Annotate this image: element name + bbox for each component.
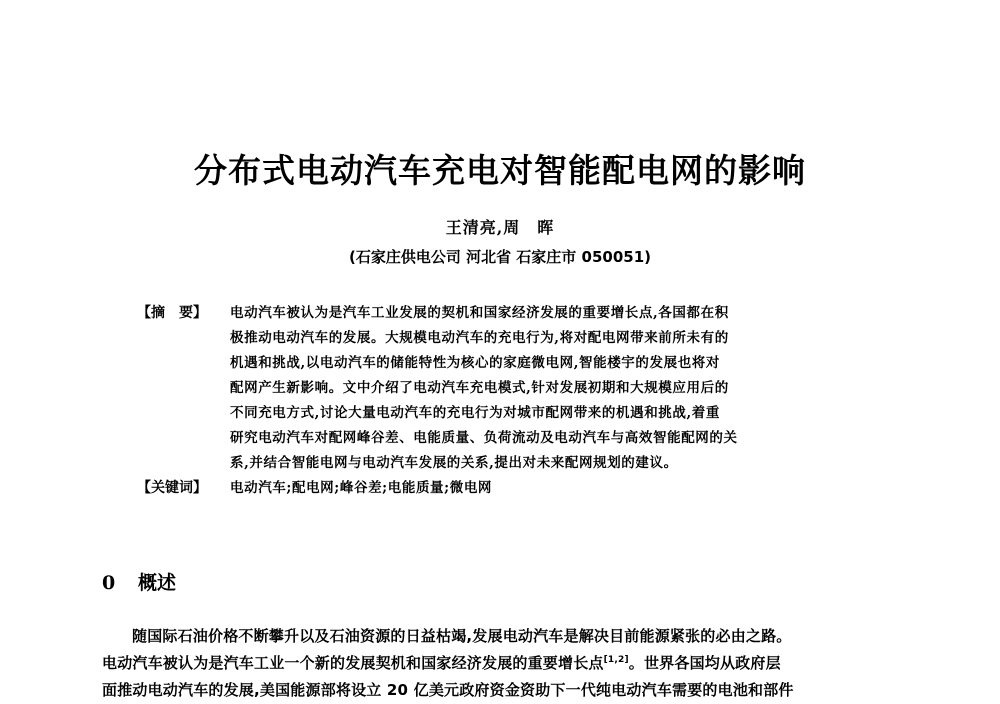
body-line [102, 650, 902, 677]
abstract-text [230, 301, 873, 476]
paper-affiliation: (石家庄供电公司 河北省 石家庄市 050051) [348, 248, 651, 266]
keywords-line: 电动汽车;配电网;峰谷差;电能质量;微电网 [230, 480, 493, 496]
body-paragraph [102, 623, 902, 704]
body-line: 随国际石油价格不断攀升以及石油资源的日益枯竭,发展电动汽车是解决目前能源紧张的必由之路。 [132, 627, 792, 645]
citation-ref[interactable]: [1,2] [603, 655, 629, 665]
section-title: 概述 [138, 572, 177, 594]
abstract-line: 配网产生新影响。文中介绍了电动汽车充电模式,针对发展初期和大规模应用后的 [230, 380, 729, 396]
paper-title: 分布式电动汽车充电对智能配电网的影响 [194, 151, 806, 190]
section-heading [102, 568, 176, 595]
keywords-text [230, 476, 873, 501]
body-line-text: 。世界各国均从政府层 [628, 654, 781, 672]
abstract-row [137, 301, 873, 476]
abstract-line: 研究电动汽车对配网峰谷差、电能质量、负荷流动及电动汽车与高效智能配网的关 [230, 430, 738, 446]
keywords-label: 【关键词】 [137, 480, 207, 496]
section-number: 0 [102, 572, 116, 594]
body-line: 面推动电动汽车的发展,美国能源部将设立 20 亿美元政府资金资助下一代纯电动汽车需要的电池和部件 [102, 681, 794, 699]
abstract-line: 极推动电动汽车的发展。大规模电动汽车的充电行为,将对配电网带来前所未有的 [230, 330, 729, 346]
abstract-line: 系,并结合智能电网与电动汽车发展的关系,提出对未来配网规划的建议。 [230, 455, 678, 471]
abstract-line: 电动汽车被认为是汽车工业发展的契机和国家经济发展的重要增长点,各国都在积 [230, 305, 729, 321]
abstract-label: 【摘 要】 [137, 305, 207, 321]
paper-authors: 王清亮,周 晖 [445, 218, 555, 237]
abstract-line: 机遇和挑战,以电动汽车的储能特性为核心的家庭微电网,智能楼宇的发展也将对 [230, 355, 720, 371]
keywords-row [137, 476, 873, 501]
abstract-line: 不同充电方式,讨论大量电动汽车的充电行为对城市配网带来的机遇和挑战,着重 [230, 405, 720, 421]
body-line-text: 电动汽车被认为是汽车工业一个新的发展契机和国家经济发展的重要增长点 [102, 654, 604, 672]
abstract-block [137, 301, 873, 501]
